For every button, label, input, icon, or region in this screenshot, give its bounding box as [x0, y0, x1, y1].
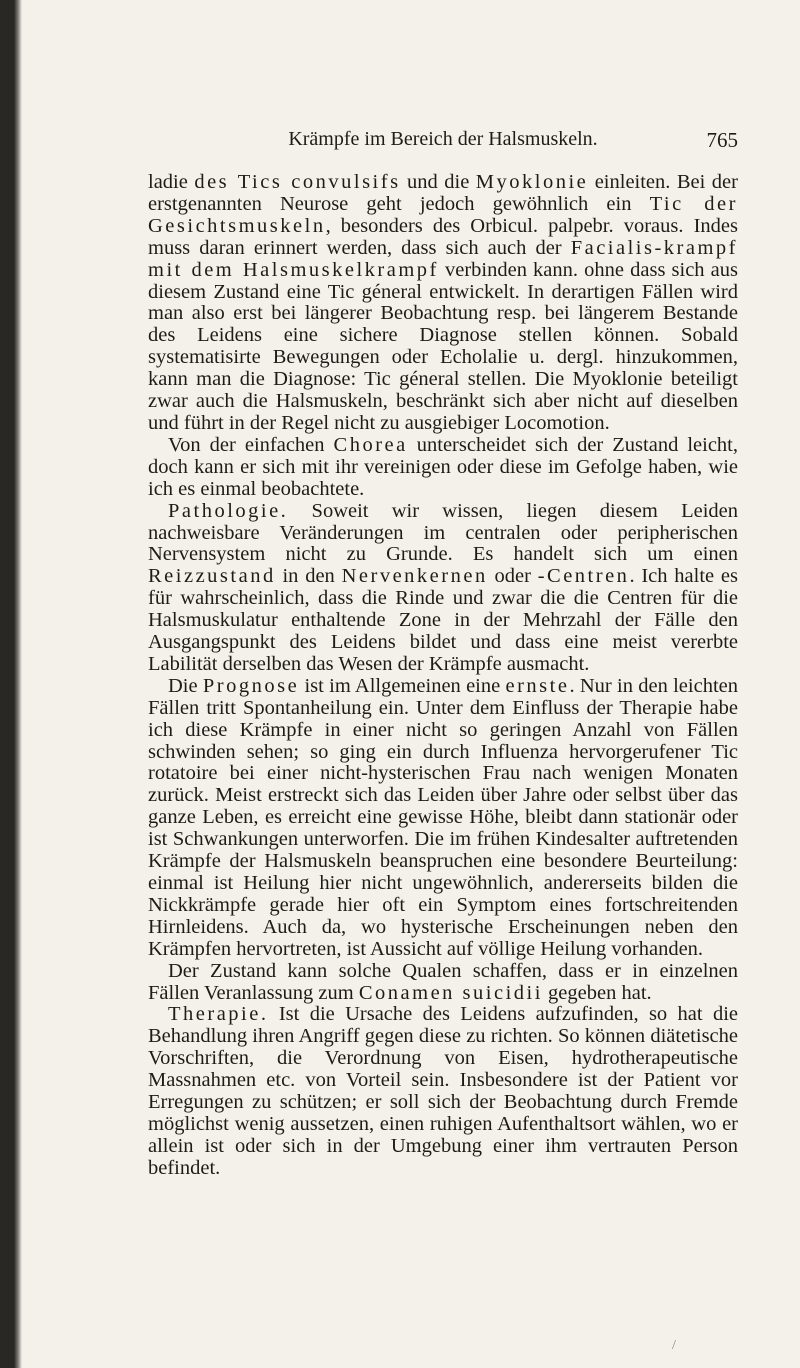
paragraph [148, 961, 738, 1005]
paragraph [148, 501, 738, 676]
text-run: Von der einfachen [168, 433, 334, 456]
body-text [148, 172, 738, 1180]
text-run: Soweit wir wissen, liegen diesem Leiden nachweisbare Veränderungen im centralen oder peripherischen Nervensystem nicht zu Grunde. Es handelt sich um einen [148, 499, 738, 566]
spaced-emphasis: Reizzustand [148, 565, 276, 588]
text-run: und die [400, 171, 476, 193]
text-run: Der Zustand kann solche Qualen schaffen, dass er in einzelnen Fällen Veranlassung zum [148, 959, 738, 1004]
text-run: ladie [148, 171, 195, 193]
page-header [148, 128, 738, 158]
paragraph [148, 172, 738, 435]
paragraph [148, 435, 738, 501]
spaced-emphasis: ernste [505, 674, 570, 697]
spaced-emphasis: Prognose [202, 674, 300, 697]
text-run: gegeben hat. [542, 981, 652, 1004]
text-run: einleiten. Bei der erstgenannten Neurose geht jedoch gewöhnlich ein [148, 171, 738, 215]
spaced-emphasis: Facialis-krampf mit dem Halsmuskelkrampf [148, 236, 738, 281]
text-run: . Ich halte es für wahrscheinlich, dass die Rinde und zwar die die Centren für die Halsmuskulatur enthaltende Zone in der Mehrzahl der Fälle den Ausgangspunkt des Leidens bildet und dass eine meist vererbte Labilität derselben das Wesen der Krämpfe ausmacht. [148, 565, 738, 675]
text-run: ist im Allgemeinen eine [299, 674, 506, 697]
text-run: Die [168, 674, 203, 697]
spaced-emphasis: Therapie. [168, 1003, 269, 1026]
spaced-emphasis: Chorea [333, 433, 408, 456]
text-run: verbinden kann. ohne dass sich aus diesem Zustand eine Tic géneral entwickelt. In derartigen Fällen wird man also erst bei längerer Beobachtung resp. bei längerem Bestande des Leidens eine sichere Diagnose stellen können. Sobald systematisirte Bewegungen oder Echolalie u. dergl. hinzukommen, kann man die Diagnose: Tic géneral stellen. Die Myoklonie beteiligt zwar auch die Halsmuskeln, beschränkt sich aber nicht auf dieselben und führt in der Regel nicht zu ausgiebiger Locomotion. [148, 258, 738, 434]
page-number: 765 [706, 128, 738, 152]
paragraph [148, 1004, 738, 1179]
paragraph [148, 676, 738, 961]
text-run: Ist die Ursache des Leidens aufzufinden, so hat die Behandlung ihren Angriff gegen diese zu richten. So können diätetische Vorschriften, die Verordnung von Eisen, hydrotherapeutische Massnahmen etc. von Vorteil sein. Insbesondere ist der Patient vor Erregungen zu schützen; er soll sich der Beobachtung durch Fremde möglichst wenig aussetzen, einen ruhigen Aufenthaltsort wählen, wo er allein ist oder sich in der Umgebung einer ihm vertrauten Person befindet. [148, 1003, 738, 1179]
spaced-emphasis: Pathologie. [168, 499, 289, 522]
running-title: Krämpfe im Bereich der Halsmuskeln. [288, 128, 598, 150]
stray-mark: / [672, 1338, 676, 1353]
spaced-emphasis: -Centren [537, 565, 630, 588]
text-run: in den [275, 565, 342, 588]
page-edge-shadow [0, 0, 22, 1368]
text-run: oder [487, 565, 538, 588]
spaced-emphasis: Conamen suicidii [358, 981, 543, 1004]
text-run: , besonders des Orbicul. palpebr. voraus. Indes muss daran erinnert werden, dass sich auch der [148, 214, 738, 259]
spaced-emphasis: Myoklonie [475, 171, 589, 193]
text-run: unterscheidet sich der Zustand leicht, doch kann er sich mit ihr vereinigen oder diese im Gefolge haben, wie ich es einmal beobachtete. [148, 433, 738, 500]
spaced-emphasis: Nervenkernen [341, 565, 488, 588]
spaced-emphasis: Tic der Gesichtsmuskeln [148, 192, 738, 237]
spaced-emphasis: des Tics convulsifs [194, 171, 401, 193]
text-run: . Nur in den leichten Fällen tritt Spontanheilung ein. Unter dem Einfluss der Therapie habe ich diese Krämpfe in einer nicht so geringen Anzahl von Fällen schwinden sehen; so ging ein durch Influenza hervorgerufener Tic rotatoire bei einer nicht-hysterischen Frau nach wenigen Monaten zurück. Meist erstreckt sich das Leiden über Jahre oder selbst über das ganze Leben, es erreicht eine gewisse Höhe, bleibt dann stationär oder ist Schwankungen unterworfen. Die im frühen Kindesalter auftretenden Krämpfe der Halsmuskeln beanspruchen eine besondere Beurteilung: einmal ist Heilung hier nicht ungewöhnlich, andererseits bilden die Nickkrämpfe gerade hier oft ein Symptom eines fortschreitenden Hirnleidens. Auch da, wo hysterische Erscheinungen neben den Krämpfen hervortreten, ist Aussicht auf völlige Heilung vorhanden. [148, 674, 738, 960]
